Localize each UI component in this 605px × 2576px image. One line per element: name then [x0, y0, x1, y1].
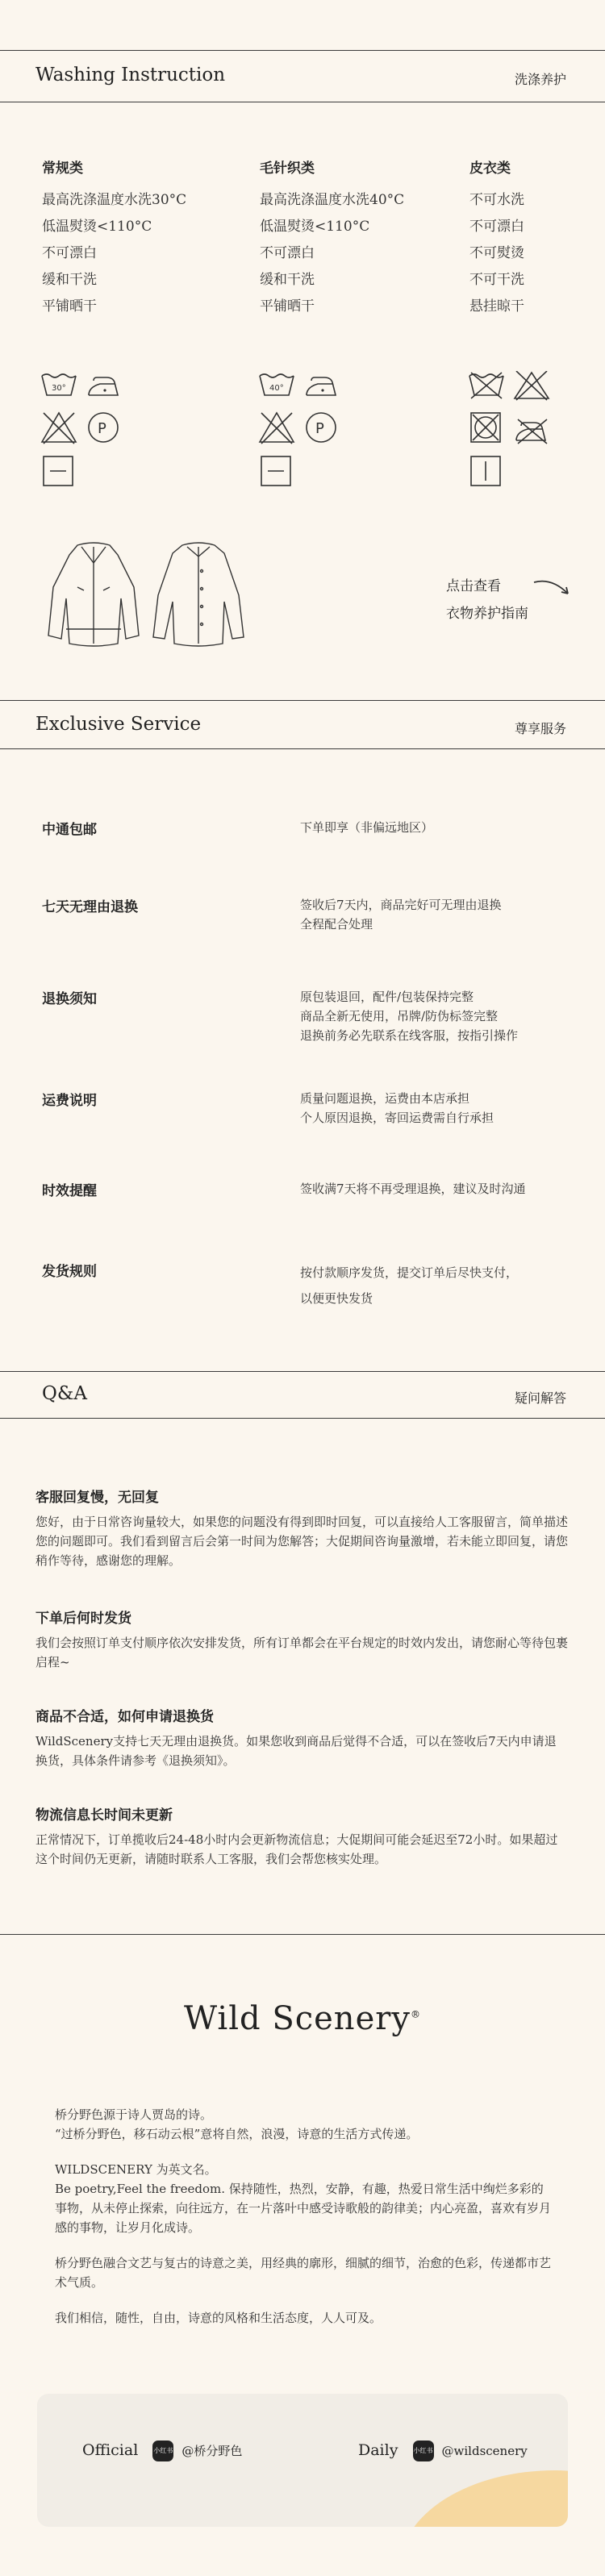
- service-desc: 质量问题退换，运费由本店承担 个人原因退换，寄回运费需自行承担: [300, 1091, 494, 1125]
- wash-line: 缓和干洗: [42, 272, 97, 288]
- washing-title-cn: 洗涤养护: [514, 72, 566, 87]
- divider: [0, 700, 605, 701]
- temp-label: 30°: [52, 384, 66, 393]
- xiaohongshu-icon: 小红书: [413, 2441, 434, 2461]
- wash-line: 不可漂白: [260, 245, 315, 261]
- temp-label: 40°: [269, 384, 284, 393]
- social-footer-card: [37, 2394, 568, 2527]
- divider: [0, 748, 605, 749]
- garment-illustration: [37, 539, 255, 656]
- service-label: 退换须知: [42, 991, 97, 1007]
- qa-item: [35, 1705, 568, 1770]
- no-iron-icon: [516, 419, 547, 444]
- service-title: Exclusive Service: [35, 714, 202, 735]
- daily-handle: @wildscenery: [441, 2444, 528, 2458]
- no-tumble-icon: [471, 413, 500, 442]
- wash-heading: 常规类: [42, 160, 83, 177]
- qa-title: Q&A: [42, 1383, 87, 1404]
- wash-line: 低温熨烫<110°C: [42, 219, 152, 235]
- xiaohongshu-icon: 小红书: [152, 2441, 173, 2461]
- no-bleach-icon: [515, 371, 549, 400]
- wash-line: 不可熨烫: [469, 245, 524, 261]
- wash-line: 最高洗涤温度水洗30°C: [42, 192, 187, 208]
- dryclean-p-icon: [89, 413, 118, 442]
- official-label: Official: [82, 2441, 139, 2459]
- care-guide-line2: 衣物养护指南: [446, 606, 528, 622]
- no-bleach-icon: [42, 413, 76, 444]
- qa-title-cn: 疑问解答: [514, 1390, 566, 1406]
- qa-answer: 我们会按照订单支付顺序依次安排发货，所有订单都会在平台规定的时效内发出，请您耐心等待包裹启程~: [35, 1636, 569, 1669]
- divider: [0, 1934, 605, 1935]
- wash-line: 平铺晒干: [42, 298, 97, 315]
- decorative-blob: [400, 2470, 568, 2527]
- official-handle: @桥分野色: [182, 2444, 243, 2458]
- divider: [0, 1371, 605, 1372]
- qa-question: 商品不合适，如何申请退换货: [35, 1709, 214, 1725]
- service-label: 七天无理由退换: [42, 899, 138, 915]
- svg-text:P: P: [315, 420, 324, 437]
- service-desc: 签收满7天将不再受理退换，建议及时沟通: [300, 1182, 526, 1196]
- qa-question: 物流信息长时间未更新: [35, 1807, 173, 1824]
- service-label: 时效提醒: [42, 1183, 97, 1199]
- service-desc: 原包装退回，配件/包装保持完整 商品全新无使用，吊牌/防伪标签完整 退换前务必先联系在线客服，按指引操作: [300, 990, 519, 1043]
- official-account[interactable]: [82, 2441, 242, 2461]
- wash-column-knit: [260, 156, 404, 320]
- qa-answer: 您好，由于日常咨询量较大，如果您的问题没有得到即时回复，可以直接给人工客服留言，简单描述您的问题即可。我们看到留言后会第一时间为您解答；大促期间咨询量激增，若未能立即回复，请您稍作等待，感谢您的理解。: [35, 1515, 569, 1568]
- qa-question: 客服回复慢，无回复: [35, 1490, 159, 1506]
- brand-paragraph: WILDSCENERY 为英文名。 Be poetry,Feel the freedom. 保持随性，热烈，安静，有趣，热爱日常生活中绚烂多彩的事物，从未停止探索，向往远方，在一片落叶中感受诗歌般的韵律美；内心亮盈，喜欢有岁月感的事物，让岁月化成诗。: [55, 2162, 552, 2235]
- care-icons-leather: [468, 371, 557, 492]
- service-desc: 签收后7天内，商品完好可无理由退换 全程配合处理: [300, 898, 502, 932]
- brand-paragraph: 桥分野色源于诗人贾岛的诗。 “过桥分野色，移石动云根”意将自然，浪漫，诗意的生活方式传递。: [55, 2107, 419, 2141]
- service-label: 中通包邮: [42, 822, 97, 838]
- svg-text:P: P: [98, 420, 106, 437]
- wash-column-leather: [469, 156, 524, 320]
- wash-line: 平铺晒干: [260, 298, 315, 315]
- service-desc: 下单即享（非偏远地区）: [300, 820, 434, 835]
- brand-paragraph: 我们相信，随性，自由，诗意的风格和生活态度，人人可及。: [55, 2311, 382, 2325]
- wash-line: 不可漂白: [469, 219, 524, 235]
- wash-column-regular: [42, 156, 186, 320]
- dry-flat-icon: [44, 456, 73, 486]
- line-dry-icon: [471, 456, 500, 486]
- wash-line: 低温熨烫<110°C: [260, 219, 370, 235]
- dryclean-p-icon: [307, 413, 336, 442]
- qa-item: [35, 1486, 568, 1570]
- wash-line: 悬挂晾干: [469, 298, 524, 315]
- no-wash-icon: [469, 373, 503, 398]
- iron-low-icon: [307, 377, 336, 395]
- divider: [0, 50, 605, 51]
- wash-30-icon: [42, 374, 76, 395]
- wash-line: 最高洗涤温度水洗40°C: [260, 192, 405, 208]
- daily-label: Daily: [358, 2441, 398, 2459]
- wash-line: 不可水洗: [469, 192, 524, 208]
- shirt-icon: [153, 543, 244, 646]
- qa-answer: WildScenery支持七天无理由退换货。如果您收到商品后觉得不合适，可以在签收后7天内申请退换货，具体条件请参考《退换须知》。: [35, 1734, 557, 1768]
- arrow-right-icon[interactable]: [532, 577, 573, 602]
- care-icons-knit: [258, 371, 339, 492]
- qa-answer: 正常情况下，订单揽收后24-48小时内会更新物流信息；大促期间可能会延迟至72小时。如果超过这个时间仍无更新，请随时联系人工客服，我们会帮您核实处理。: [35, 1832, 558, 1866]
- qa-item: [35, 1607, 568, 1672]
- dry-flat-icon: [261, 456, 290, 486]
- care-guide-link[interactable]: [446, 573, 528, 627]
- brand-story: [55, 2105, 555, 2328]
- care-icons-regular: [40, 371, 121, 492]
- divider: [0, 1418, 605, 1419]
- service-desc: 按付款顺序发货，提交订单后尽快支付， 以便更快发货: [300, 1265, 519, 1306]
- iron-low-icon: [89, 377, 118, 395]
- wash-heading: 毛针织类: [260, 160, 315, 177]
- washing-title: Washing Instruction: [35, 65, 226, 85]
- qa-question: 下单后何时发货: [35, 1611, 131, 1627]
- wash-line: 不可干洗: [469, 272, 524, 288]
- qa-item: [35, 1803, 568, 1869]
- brand-logo: Wild Scenery®: [184, 2000, 421, 2037]
- service-title-cn: 尊享服务: [514, 721, 566, 736]
- service-label: 运费说明: [42, 1093, 97, 1109]
- jacket-icon: [48, 543, 139, 646]
- wash-line: 不可漂白: [42, 245, 97, 261]
- no-bleach-icon: [260, 413, 294, 444]
- daily-account[interactable]: [358, 2441, 528, 2461]
- wash-line: 缓和干洗: [260, 272, 315, 288]
- service-label: 发货规则: [42, 1264, 97, 1280]
- wash-heading: 皮衣类: [469, 160, 511, 177]
- wash-40-icon: [260, 374, 294, 395]
- care-guide-line1: 点击查看: [446, 578, 501, 594]
- brand-paragraph: 桥分野色融合文艺与复古的诗意之美，用经典的廓形，细腻的细节，治愈的色彩，传递都市艺术气质。: [55, 2256, 552, 2290]
